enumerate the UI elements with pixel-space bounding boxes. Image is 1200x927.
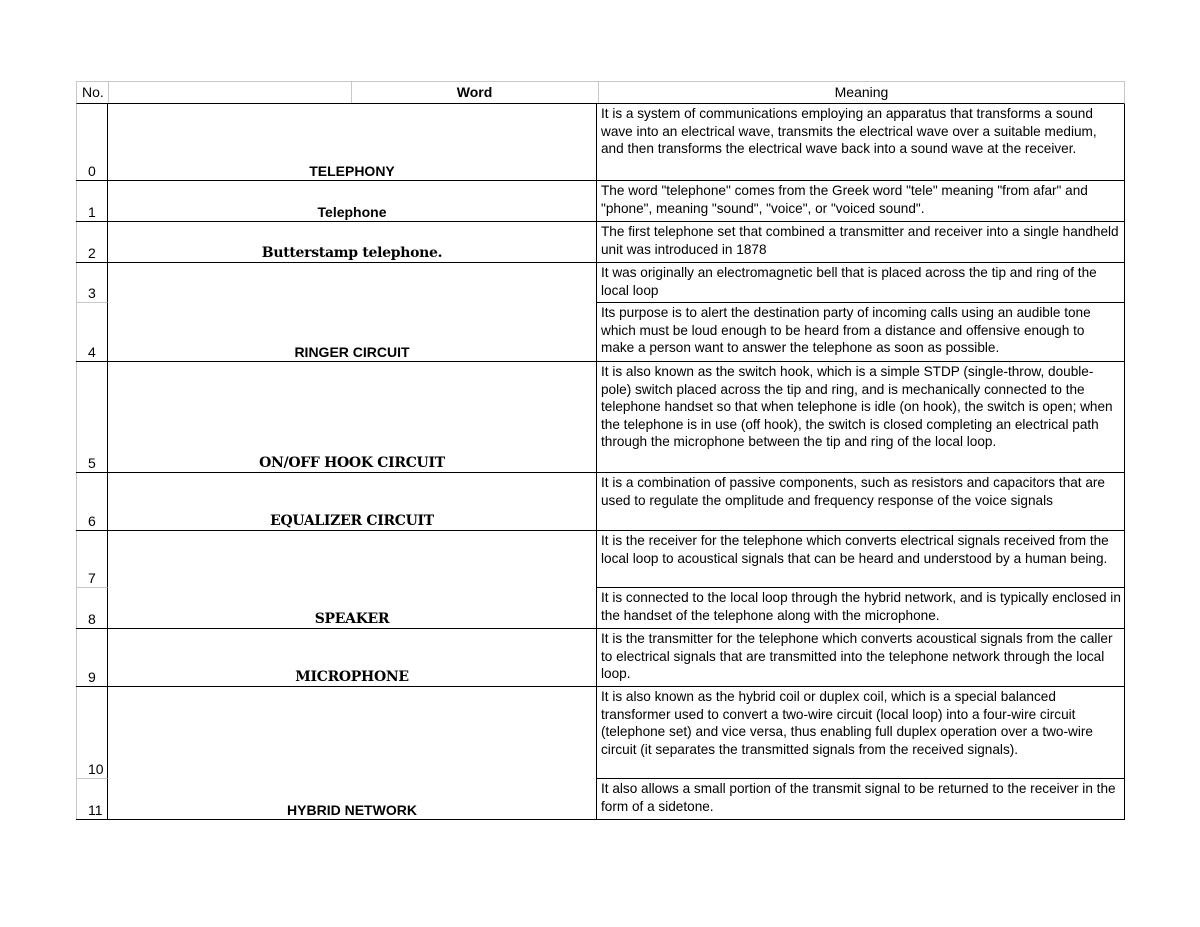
row-number-cell[interactable]: 4	[76, 303, 108, 361]
word-cell[interactable]: Butterstamp telephone.	[108, 222, 597, 262]
meaning-cell[interactable]: It is the receiver for the telephone which converts electrical signals received from the local loop to acoustical signals that can be heard and understood by a human being.	[597, 531, 1125, 588]
word-cell[interactable]: SPEAKER	[108, 588, 597, 628]
row-number-cell[interactable]: 11	[76, 779, 108, 819]
header-word[interactable]: Word	[351, 82, 599, 103]
table-row	[76, 687, 1125, 779]
meaning-cell[interactable]: It is connected to the local loop through the hybrid network, and is typically enclosed in the handset of the telephone along with the microphone.	[597, 588, 1125, 628]
table-row	[76, 362, 1125, 473]
header-meaning[interactable]: Meaning	[834, 84, 889, 100]
row-number-cell[interactable]: 6	[76, 473, 108, 530]
row-number-cell[interactable]: 2	[76, 222, 108, 262]
row-number-cell[interactable]: 3	[76, 263, 108, 303]
table-header-row	[76, 81, 1125, 104]
header-blank-cell[interactable]	[109, 82, 352, 103]
meaning-cell[interactable]: It is a system of communications employing an apparatus that transforms a sound wave into an electrical wave, transmits the electrical wave over a suitable medium, and then transforms the electrical wave back into a sound wave at the receiver.	[597, 104, 1125, 180]
spreadsheet-table	[76, 81, 1125, 820]
word-cell[interactable]: HYBRID NETWORK	[108, 779, 597, 819]
word-cell[interactable]: EQUALIZER CIRCUIT	[108, 473, 597, 530]
word-cell[interactable]: TELEPHONY	[108, 104, 597, 180]
table-row	[76, 263, 1125, 303]
table-row	[76, 303, 1125, 362]
row-number-cell[interactable]: 9	[76, 629, 108, 686]
word-cell[interactable]	[108, 263, 597, 303]
word-cell[interactable]	[108, 531, 597, 588]
table-row	[76, 531, 1125, 588]
meaning-cell[interactable]: It is also known as the hybrid coil or duplex coil, which is a special balanced transformer used to convert a two-wire circuit (local loop) into a four-wire circuit (telephone set) and vice versa, thus enabling full duplex operation over a two-wire circuit (it separates the transmitted signals from the received signals).	[597, 687, 1125, 779]
table-row	[76, 779, 1125, 820]
meaning-cell[interactable]: It was originally an electromagnetic bell that is placed across the tip and ring of the local loop	[597, 263, 1125, 303]
table-body	[76, 104, 1125, 820]
meaning-cell[interactable]: It also allows a small portion of the transmit signal to be returned to the receiver in the form of a sidetone.	[597, 779, 1125, 819]
meaning-cell[interactable]: It is the transmitter for the telephone which converts acoustical signals from the caller to electrical signals that are transmitted into the telephone network through the local loop.	[597, 629, 1125, 686]
meaning-cell[interactable]: The word "telephone" comes from the Greek word "tele" meaning "from afar" and "phone", meaning "sound", "voice", or "voiced sound".	[597, 181, 1125, 221]
row-number-cell[interactable]: 8	[76, 588, 108, 628]
table-row	[76, 104, 1125, 181]
row-number-cell[interactable]: 7	[76, 531, 108, 588]
word-cell[interactable]: ON/OFF HOOK CIRCUIT	[108, 362, 597, 472]
row-number-cell[interactable]: 5	[76, 362, 108, 472]
meaning-cell[interactable]: The first telephone set that combined a transmitter and receiver into a single handheld unit was introduced in 1878	[597, 222, 1125, 262]
table-row	[76, 222, 1125, 263]
word-cell[interactable]: MICROPHONE	[108, 629, 597, 686]
word-cell[interactable]	[108, 687, 597, 779]
table-row	[76, 629, 1125, 687]
word-cell[interactable]: Telephone	[108, 181, 597, 221]
meaning-cell[interactable]: It is a combination of passive components, such as resistors and capacitors that are used to regulate the omplitude and frequency response of the voice signals	[597, 473, 1125, 530]
row-number-cell[interactable]: 10	[76, 687, 108, 779]
word-cell[interactable]: RINGER CIRCUIT	[108, 303, 597, 361]
row-number-cell[interactable]: 1	[76, 181, 108, 221]
table-row	[76, 588, 1125, 629]
row-number-cell[interactable]: 0	[76, 104, 108, 180]
table-row	[76, 181, 1125, 222]
table-row	[76, 473, 1125, 531]
meaning-cell[interactable]: It is also known as the switch hook, which is a simple STDP (single-throw, double-pole) switch placed across the tip and ring, and is mechanically connected to the telephone handset so that when telephone is idle (on hook), the switch is open; when the telephone is in use (off hook), the switch is closed completing an electrical path through the microphone between the tip and ring of the local loop.	[597, 362, 1125, 472]
header-no[interactable]: No.	[77, 82, 109, 103]
meaning-cell[interactable]: Its purpose is to alert the destination party of incoming calls using an audible tone which must be loud enough to be heard from a distance and offensive enough to make a person want to answer the telephone as soon as possible.	[597, 303, 1125, 361]
